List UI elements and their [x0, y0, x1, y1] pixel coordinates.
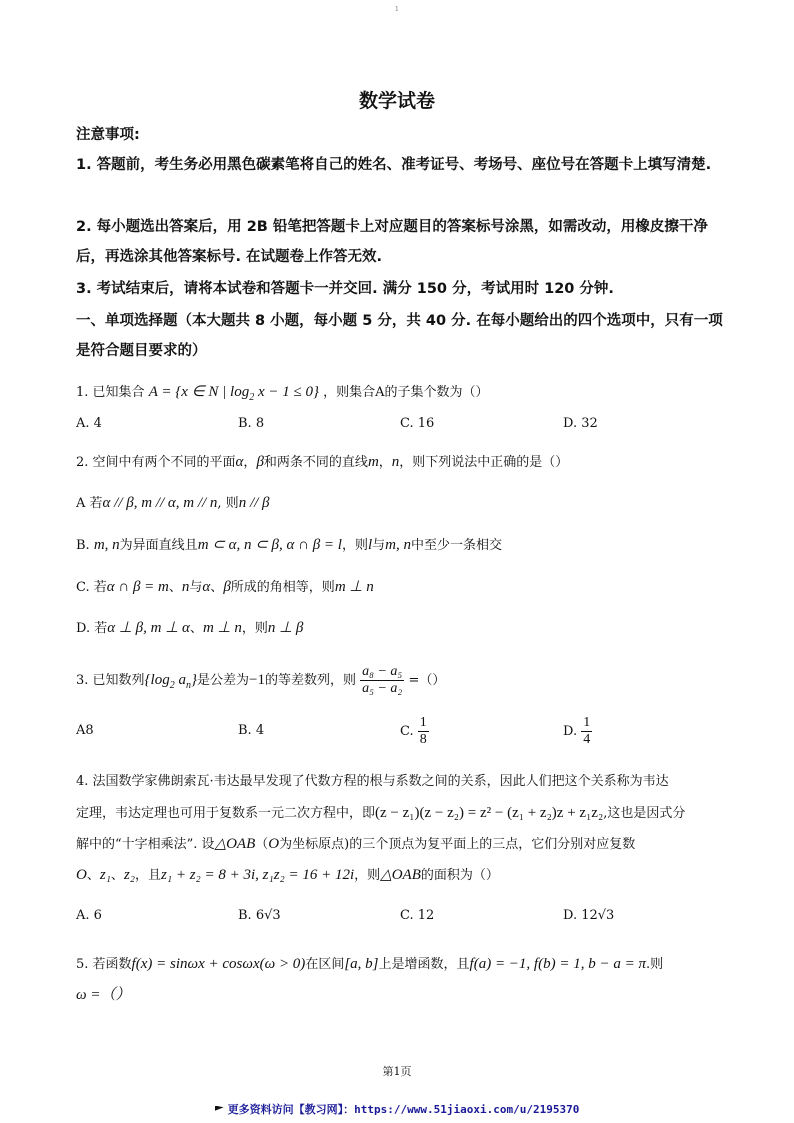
question-4-line-1: 4. 法国数学家佛朗索瓦·韦达最早发现了代数方程的根与系数之间的关系，因此人们把这个关系称为韦达 [76, 774, 669, 789]
question-2-stem: 2. 空间中有两个不同的平面α，β和两条不同的直线m，n，则下列说法中正确的是（） [76, 454, 569, 470]
notice-item-3: 3. 考试结束后，请将本试卷和答题卡一并交回. 满分 150 分，考试用时 120 分钟. [76, 281, 614, 297]
question-3-stem: 3. 已知数列{$\log_2$ $a_n$}是公差为−1的等差数列，则 $\frac{\text{a₈ − a₅}}{\text{a₅ − a₂}}$ =（） [76, 664, 446, 696]
footer-link[interactable]: 更多资料访问【教习网】：https://www.51jiaoxi.com/u/2195370 [0, 1101, 794, 1117]
page-number: 第1页 [382, 1065, 412, 1078]
q1-prefix: 1. 已知集合 [76, 385, 145, 400]
q1-set: A = {x ∈ N | $\log_2 x - 1 \le 0$} [148, 384, 319, 403]
q3-option-d: D. $\frac{1}{4}$ [563, 715, 591, 747]
q3-option-a: A8 [76, 723, 94, 738]
q1-option-d: D. 32 [563, 416, 598, 431]
question-3-options [76, 715, 726, 755]
q1-option-a: A. 4 [76, 416, 102, 431]
q2-option-c: C. 若α ∩ β = m、n与α、β所成的角相等，则m ⊥ n [76, 579, 374, 595]
section-heading: 一、单项选择题（本大题共 8 小题，每小题 5 分，共 40 分. 在每小题给出的四个选项中，只有一项是符合题目要求的） [76, 313, 723, 359]
question-4-line-4: O、z₁、z₂，且z₁ + z₂ = 8 + 3i, z₁z₂ = 16 + 12i，则△OAB的面积为（） [76, 867, 499, 883]
question-1-options [76, 416, 726, 438]
question-5-line-2: ω =（） [76, 987, 131, 1003]
notice-item-2: 2. 每小题选出答案后，用 2B 铅笔把答题卡上对应题目的答案标号涂黑，如需改动，用橡皮擦干净后，再选涂其他答案标号. 在试题卷上作答无效. [76, 219, 708, 265]
question-4-options [76, 908, 726, 930]
flag-icon [215, 1106, 224, 1115]
q1-option-b: B. 8 [238, 416, 265, 431]
q2-option-b: B. m, n为异面直线且m ⊂ α, n ⊂ β, α ∩ β = l，则l与m, n中至少一条相交 [76, 537, 503, 553]
q4-option-c: C. 12 [400, 908, 435, 923]
q2-option-d: D. 若α ⊥ β, m ⊥ α、m ⊥ n，则n ⊥ β [76, 620, 304, 636]
question-1-stem [76, 381, 726, 409]
q4-option-a: A. 6 [76, 908, 102, 923]
q1-suffix: ，则集合A的子集个数为（） [323, 385, 489, 400]
notice-heading: 注意事项: [76, 127, 140, 143]
q2-option-a: A 若α // β, m // α, m // n, 则n // β [76, 495, 270, 511]
q3-option-c: C. $\frac{1}{8}$ [400, 715, 427, 747]
notice-item-1: 1. 答题前，考生务必用黑色碳素笔将自己的姓名、准考证号、考场号、座位号在答题卡上填写清楚. [76, 157, 712, 173]
exam-title: 数学试卷 [358, 90, 435, 112]
question-5-line-1: 5. 若函数f(x) = sinωx + cosωx(ω > 0)在区间[a, b]上是增函数，且f(a) = −1, f(b) = 1, b − a = π.则 [76, 956, 664, 972]
q3-option-b: B. 4 [238, 723, 265, 738]
q4-option-b: B. 6√3 [238, 908, 281, 923]
q3-fraction: $\frac{\text{a₈ − a₅}}{\text{a₅ − a₂}}$ [362, 664, 403, 696]
q4-option-d: D. 12√3 [563, 908, 615, 923]
q1-option-c: C. 16 [400, 416, 435, 431]
question-4-line-3: 解中的“十字相乘法”. 设△OAB（O为坐标原点)的三个顶点为复平面上的三点，它们分别对应复数 [76, 836, 636, 852]
question-4-line-2: 定理，韦达定理也可用于复数系一元二次方程中，即(z − z₁)(z − z₂) = z² − (z₁ + z₂)z + z₁z₂,这也是因式分 [76, 805, 686, 821]
page-top-mark: 1 [395, 6, 399, 13]
